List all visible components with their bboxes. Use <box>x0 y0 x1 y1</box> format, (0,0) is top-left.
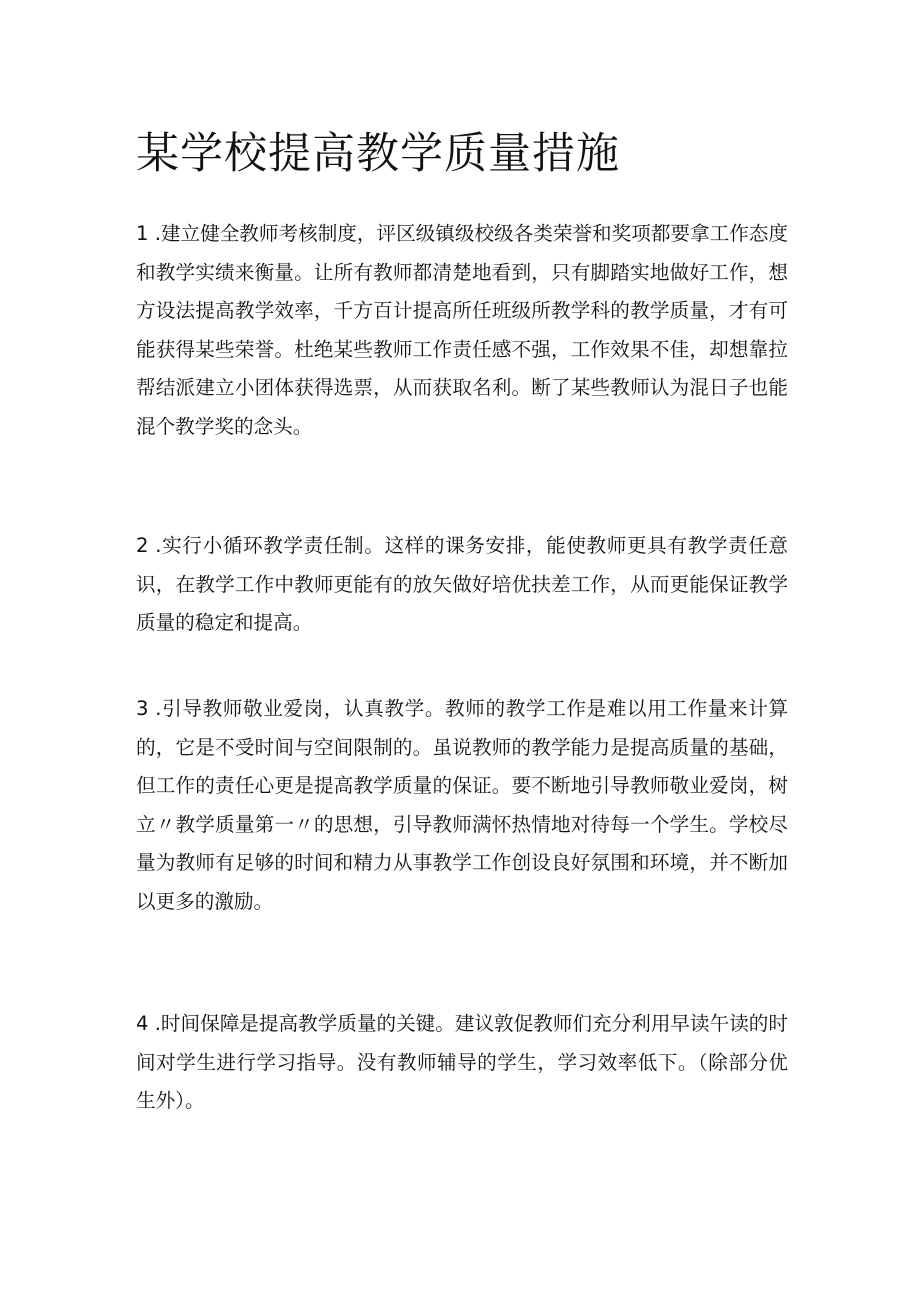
document-title: 某学校提高教学质量措施 <box>136 129 620 179</box>
paragraph-4: 4 .时间保障是提高教学质量的关键。建议敦促教师们充分利用早读午读的时间对学生进行学习指导。没有教师辅导的学生，学习效率低下。（除部分优生外）。 <box>136 1012 788 1113</box>
paragraph-2: 2 .实行小循环教学责任制。这样的课务安排，能使教师更具有教学责任意识，在教学工作中教师更能有的放矢做好培优扶差工作，从而更能保证教学质量的稳定和提高。 <box>136 534 788 635</box>
paragraph-1: 1 .建立健全教师考核制度，评区级镇级校级各类荣誉和奖项都要拿工作态度和教学实绩来衡量。让所有教师都清楚地看到，只有脚踏实地做好工作，想方设法提高教学效率，千方百计提高所任班级所教学科的教学质量，才有可能获得某些荣誉。杜绝某些教师工作责任感不强，工作效果不佳，却想靠拉帮结派建立小团体获得选票，从而获取名利。断了某些教师认为混日子也能混个教学奖的念头。 <box>136 222 788 438</box>
paragraph-3: 3 .引导教师敬业爱岗，认真教学。教师的教学工作是难以用工作量来计算的，它是不受时间与空间限制的。虽说教师的教学能力是提高质量的基础，但工作的责任心更是提高教学质量的保证。要不断地引导教师敬业爱岗，树立〃教学质量第一〃的思想，引导教师满怀热情地对待每一个学生。学校尽量为教师有足够的时间和精力从事教学工作创设良好氛围和环境，并不断加以更多的激励。 <box>136 697 788 913</box>
